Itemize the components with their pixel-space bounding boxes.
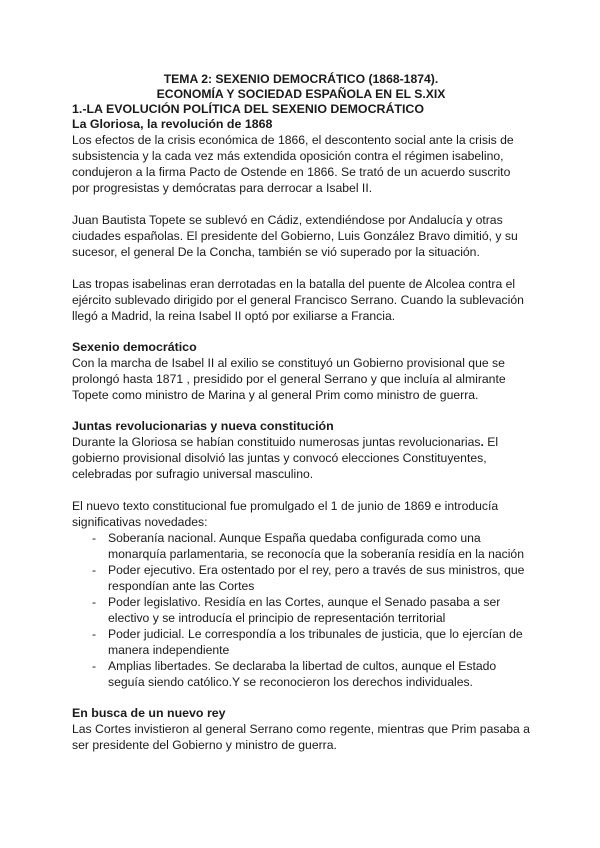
- document-title-line1: TEMA 2: SEXENIO DEMOCRÁTICO (1868-1874).: [163, 72, 439, 86]
- paragraph-juntas: [72, 434, 530, 482]
- paragraph-gobierno-provisional: Con la marcha de Isabel II al exilio se constituyó un Gobierno provisional que se prolongó hasta 1871 , presidido por el general Serrano y que incluía al almirante Topete como ministro de Marina y al general Prim como ministro de guerra.: [72, 356, 506, 402]
- list-item: - Poder legislativo. Residía en las Cortes, aunque el Senado pasaba a ser electivo y se introducía el principio de representación territorial: [72, 594, 530, 626]
- paragraph-topete: Juan Bautista Topete se sublevó en Cádiz, extendiéndose por Andalucía y otras ciudades españolas. El presidente del Gobierno, Luis González Bravo dimitió, y su sucesor, el general De la Concha, también se vió superado por la situación.: [72, 213, 518, 259]
- subheading-gloriosa: La Gloriosa, la revolución de 1868: [72, 117, 273, 131]
- juntas-text-rest: El gobierno provisional disolvió las juntas y convocó elecciones Constituyentes, celebradas por sufragio universal masculino.: [72, 435, 499, 481]
- list-item: - Poder ejecutivo. Era ostentado por el rey, pero a través de sus ministros, que respondían ante las Cortes: [72, 562, 530, 594]
- section-heading-evolucion: 1.-LA EVOLUCIÓN POLÍTICA DEL SEXENIO DEMOCRÁTICO: [72, 102, 425, 116]
- juntas-bold-period: .: [480, 435, 484, 449]
- list-item: - Poder judicial. Le correspondía a los tribunales de justicia, que lo ejercían de manera independiente: [72, 626, 530, 658]
- list-item: - Amplias libertades. Se declaraba la libertad de cultos, aunque el Estado seguía siendo católico.Y se reconocieron los derechos individuales.: [72, 658, 530, 690]
- list-item: - Soberanía nacional. Aunque España quedaba configurada como una monarquía parlamentaria, se reconocía que la soberanía residía en la nación: [72, 530, 530, 562]
- subheading-nuevo-rey: En busca de un nuevo rey: [72, 706, 226, 720]
- paragraph-crisis: Los efectos de la crisis económica de 1866, el descontento social ante la crisis de subsistencia y la cada vez más extendida oposición contra el régimen isabelino, condujeron a la firma Pacto de Ostende en 1866. Se trató de un acuerdo suscrito por progresistas y demócratas para derrocar a Isabel II.: [72, 133, 514, 195]
- novedades-list: [72, 530, 530, 690]
- subheading-juntas: Juntas revolucionarias y nueva constitución: [72, 419, 334, 433]
- paragraph-alcolea: Las tropas isabelinas eran derrotadas en la batalla del puente de Alcolea contra el ejército sublevado dirigido por el general Francisco Serrano. Cuando la sublevación llegó a Madrid, la reina Isabel II optó por exiliarse a Francia.: [72, 277, 524, 323]
- juntas-text: Durante la Gloriosa se habían constituido numerosas juntas revolucionarias: [72, 435, 481, 449]
- paragraph-regente: Las Cortes invistieron al general Serrano como regente, mientras que Prim pasaba a ser presidente del Gobierno y ministro de guerra.: [72, 722, 530, 752]
- document-title-line2: ECONOMÍA Y SOCIEDAD ESPAÑOLA EN EL S.XIX: [156, 87, 446, 101]
- subheading-sexenio: Sexenio democrático: [72, 340, 197, 354]
- paragraph-constitucion: El nuevo texto constitucional fue promulgado el 1 de junio de 1869 e introducía significativas novedades:: [72, 499, 499, 529]
